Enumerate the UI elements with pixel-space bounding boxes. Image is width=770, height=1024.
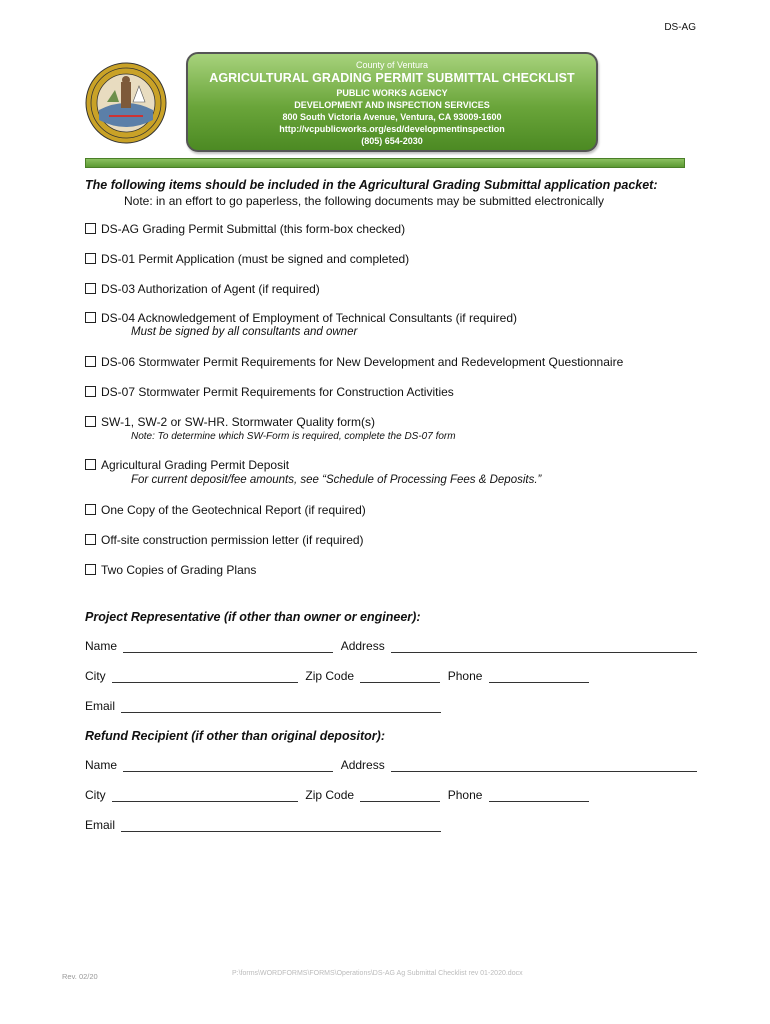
checklist-label: SW-1, SW-2 or SW-HR. Stormwater Quality form(s) [101, 415, 376, 429]
phone-field[interactable] [489, 789, 589, 802]
address-label: Address [340, 758, 385, 772]
checkbox[interactable] [85, 504, 96, 515]
checklist-label: DS-07 Stormwater Permit Requirements for Construction Activities [101, 385, 454, 399]
checklist-label: One Copy of the Geotechnical Report (if required) [101, 503, 366, 517]
agency-address: 800 South Victoria Avenue, Ventura, CA 93009-1600 [282, 112, 502, 122]
revision-date: Rev. 02/20 [62, 972, 98, 981]
address-label: Address [340, 639, 385, 653]
address-field[interactable] [391, 640, 697, 653]
paperless-note: Note: in an effort to go paperless, the following documents may be submitted electronically [124, 194, 605, 208]
county-name: County of Ventura [355, 60, 429, 70]
checkbox[interactable] [85, 459, 96, 470]
name-field[interactable] [123, 759, 333, 772]
checkbox[interactable] [85, 283, 96, 294]
email-label: Email [85, 699, 116, 713]
checklist-item[interactable] [85, 385, 454, 399]
checklist-label: Agricultural Grading Permit Deposit [101, 458, 290, 472]
checklist-item[interactable] [85, 503, 366, 517]
refund-recipient-title: Refund Recipient (if other than original depositor): [85, 729, 385, 743]
phone-label: Phone [447, 788, 483, 802]
email-field[interactable] [121, 819, 441, 832]
checkbox[interactable] [85, 534, 96, 545]
checklist-label: Off-site construction permission letter (if required) [101, 533, 364, 547]
city-field[interactable] [112, 789, 298, 802]
phone-label: Phone [447, 669, 483, 683]
city-field[interactable] [112, 670, 298, 683]
agency-url: http://vcpublicworks.org/esd/developmentinspection [279, 124, 505, 134]
checklist-label: DS-04 Acknowledgement of Employment of Technical Consultants (if required) [101, 311, 517, 325]
agency-phone: (805) 654-2030 [361, 136, 423, 146]
checklist-subnote: Must be signed by all consultants and owner [131, 326, 358, 338]
checklist-label: DS-AG Grading Permit Submittal (this form-box checked) [101, 222, 406, 236]
checklist-item[interactable] [85, 458, 289, 472]
checkbox[interactable] [85, 312, 96, 323]
name-field[interactable] [123, 640, 333, 653]
checklist-item[interactable] [85, 415, 375, 429]
zip-label: Zip Code [305, 788, 355, 802]
checklist-label: DS-01 Permit Application (must be signed and completed) [101, 252, 410, 266]
checklist-item[interactable] [85, 282, 320, 296]
checklist-item[interactable] [85, 222, 405, 236]
header-banner [186, 52, 598, 152]
phone-field[interactable] [489, 670, 589, 683]
checklist-label: Two Copies of Grading Plans [101, 563, 257, 577]
agency-name: PUBLIC WORKS AGENCY [336, 88, 448, 98]
checklist-item[interactable] [85, 252, 409, 266]
checkbox[interactable] [85, 416, 96, 427]
division-name: DEVELOPMENT AND INSPECTION SERVICES [294, 100, 490, 110]
project-rep-email-row [85, 699, 445, 713]
checkbox[interactable] [85, 386, 96, 397]
checklist-label: DS-06 Stormwater Permit Requirements for New Development and Redevelopment Questionnaire [101, 355, 624, 369]
project-rep-city-row [85, 669, 593, 683]
intro-text: The following items should be included in the Agricultural Grading Submittal application packet: [85, 178, 658, 192]
name-label: Name [85, 758, 118, 772]
email-field[interactable] [121, 700, 441, 713]
project-rep-title: Project Representative (if other than owner or engineer): [85, 610, 421, 624]
email-label: Email [85, 818, 116, 832]
checklist-item[interactable] [85, 311, 517, 325]
zip-label: Zip Code [305, 669, 355, 683]
zip-field[interactable] [360, 670, 440, 683]
refund-name-row [85, 758, 701, 772]
project-rep-name-row [85, 639, 701, 653]
refund-email-row [85, 818, 445, 832]
name-label: Name [85, 639, 118, 653]
city-label: City [85, 788, 106, 802]
checkbox[interactable] [85, 223, 96, 234]
checklist-subnote: Note: To determine which SW-Form is required, complete the DS-07 form [131, 431, 456, 442]
file-path: P:\forms\WORDFORMS\FORMS\Operations\DS-AG Ag Submittal Checklist rev 01-2020.docx [232, 970, 523, 977]
address-field[interactable] [391, 759, 697, 772]
form-code: DS-AG [664, 22, 696, 33]
page-title: AGRICULTURAL GRADING PERMIT SUBMITTAL CHECKLIST [209, 71, 575, 85]
checklist-subnote: For current deposit/fee amounts, see “Schedule of Processing Fees & Deposits.” [131, 474, 542, 486]
checkbox[interactable] [85, 253, 96, 264]
checklist-item[interactable] [85, 355, 623, 369]
checklist-label: DS-03 Authorization of Agent (if required) [101, 282, 320, 296]
checkbox[interactable] [85, 564, 96, 575]
header-divider [85, 158, 685, 168]
city-label: City [85, 669, 106, 683]
checkbox[interactable] [85, 356, 96, 367]
zip-field[interactable] [360, 789, 440, 802]
checklist-item[interactable] [85, 563, 256, 577]
refund-city-row [85, 788, 593, 802]
checklist-item[interactable] [85, 533, 364, 547]
county-seal-icon [85, 62, 167, 144]
